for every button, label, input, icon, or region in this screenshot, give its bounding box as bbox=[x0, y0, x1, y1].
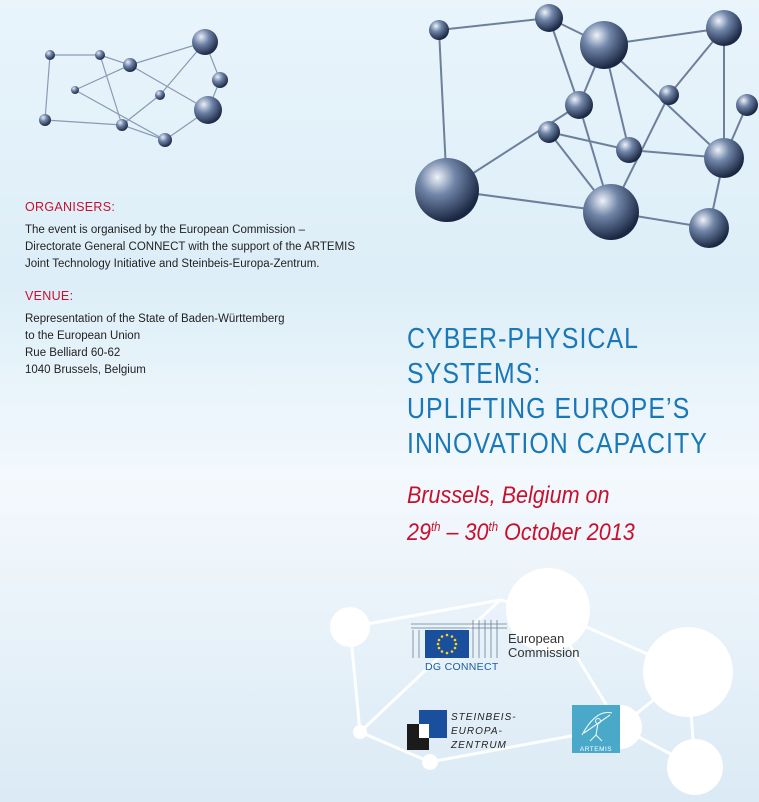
molecule-network-large bbox=[379, 0, 759, 280]
date-start: 29 bbox=[407, 519, 431, 547]
venue-heading: VENUE: bbox=[25, 289, 74, 303]
european-commission-text bbox=[508, 632, 580, 660]
venue-line: 1040 Brussels, Belgium bbox=[25, 364, 146, 376]
ec-line2: Commission bbox=[508, 645, 580, 660]
date-end: 30 bbox=[464, 519, 489, 547]
archer-icon bbox=[572, 705, 620, 745]
organisers-heading: ORGANISERS: bbox=[25, 200, 116, 214]
organisers-line: Directorate General CONNECT with the support of the ARTEMIS bbox=[25, 241, 356, 253]
left-column bbox=[25, 200, 365, 379]
date-start-suffix: th bbox=[430, 519, 441, 534]
molecule-network-small bbox=[30, 20, 270, 180]
title-line: UPLIFTING EUROPE’S bbox=[407, 393, 691, 425]
european-commission-logo-icon bbox=[411, 620, 507, 660]
steinbeis-text bbox=[451, 711, 517, 753]
title-line: CYBER-PHYSICAL bbox=[407, 323, 640, 355]
date-dash: – bbox=[440, 519, 465, 547]
white-network bbox=[320, 562, 759, 802]
artemis-logo bbox=[572, 705, 620, 753]
organisers-text bbox=[25, 222, 365, 273]
title-line: INNOVATION CAPACITY bbox=[407, 428, 708, 460]
venue-line: to the European Union bbox=[25, 330, 141, 342]
venue-line: Representation of the State of Baden-Württemberg bbox=[25, 313, 285, 325]
organisers-line: The event is organised by the European Commission – bbox=[25, 224, 305, 236]
event-location-date bbox=[407, 480, 752, 548]
organisers-line: Joint Technology Initiative and Steinbeis-Europa-Zentrum. bbox=[25, 258, 320, 270]
venue-text bbox=[25, 311, 365, 379]
date-end-suffix: th bbox=[488, 519, 499, 534]
steinbeis-logo-icon bbox=[407, 710, 447, 750]
sez-line2: EUROPA- bbox=[451, 726, 503, 737]
location-line: Brussels, Belgium on bbox=[407, 482, 610, 509]
ec-line1: European bbox=[508, 631, 565, 646]
date-rest: October 2013 bbox=[498, 519, 635, 547]
sez-line1: STEINBEIS- bbox=[451, 712, 517, 723]
dg-connect-label: DG CONNECT bbox=[425, 661, 499, 673]
sez-line3: ZENTRUM bbox=[451, 740, 507, 751]
date-line bbox=[407, 511, 711, 548]
artemis-label: ARTEMIS bbox=[579, 746, 613, 753]
event-title bbox=[407, 322, 752, 462]
title-line: SYSTEMS: bbox=[407, 358, 542, 390]
venue-line: Rue Belliard 60-62 bbox=[25, 347, 121, 359]
